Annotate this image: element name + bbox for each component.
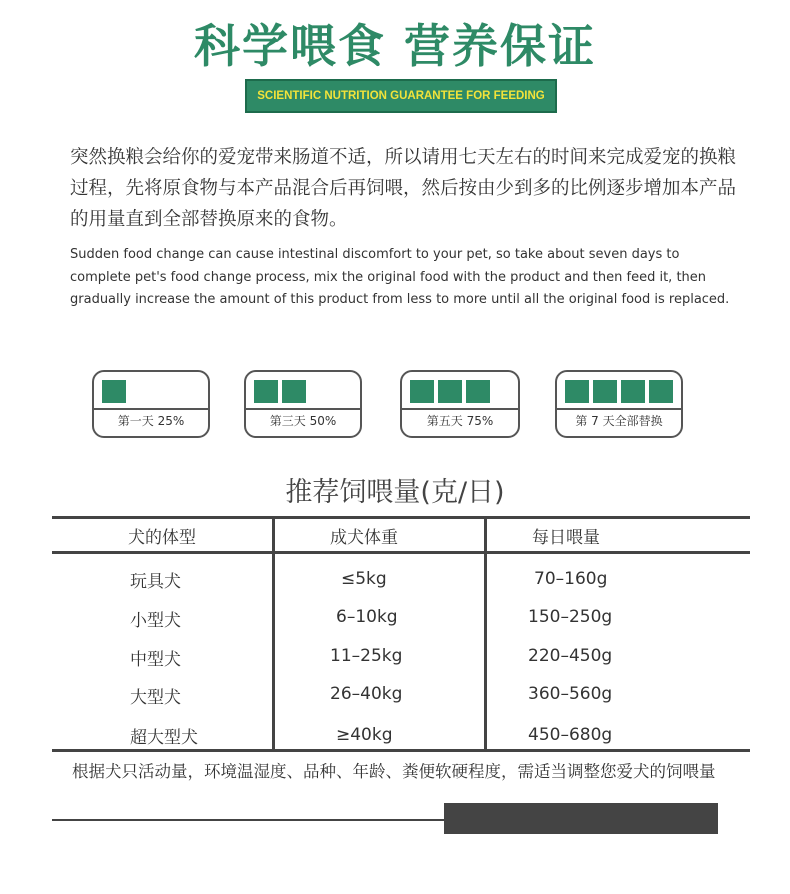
intro-english: Sudden food change can cause intestinal discomfort to your pet, so take about seven days to complete pet's food change process, mix the original food with the product and then feed it, then gradually increase the amount of this product from less to more until all the original food is replaced. — [70, 247, 730, 307]
header-size: 犬的体型 — [128, 528, 196, 548]
footer-bar — [444, 803, 718, 834]
size-cell: 小型犬 — [130, 611, 181, 631]
filled-square — [593, 380, 617, 403]
subtitle-banner: SCIENTIFIC NUTRITION GUARANTEE FOR FEEDING — [245, 79, 557, 113]
filled-square — [621, 380, 645, 403]
filled-square — [466, 380, 490, 403]
intro-chinese: 突然换粮会给你的爱宠带来肠道不适，所以请用七天左右的时间来完成爱宠的换粮过程，先将原食物与本产品混合后再饲喂，然后按由少到多的比例逐步增加本产品的用量直到全部替换原来的食物。 — [70, 147, 737, 230]
size-cell: 大型犬 — [130, 688, 181, 708]
table-column-divider — [484, 516, 487, 752]
table-column-divider — [272, 516, 275, 752]
step-divider — [402, 408, 518, 410]
filled-square — [565, 380, 589, 403]
step-label: 第五天 75% — [426, 414, 494, 428]
table-header-border — [52, 551, 750, 554]
filled-square — [410, 380, 434, 403]
amount-cell: 450–680g — [528, 725, 613, 745]
step-day-5 — [400, 370, 520, 438]
step-day-3 — [244, 370, 362, 438]
progress-squares — [254, 380, 306, 403]
step-divider — [246, 408, 360, 410]
footer-line — [52, 819, 444, 821]
size-cell: 玩具犬 — [130, 572, 181, 592]
weight-cell: 26–40kg — [330, 684, 403, 704]
table-bottom-border — [52, 749, 750, 752]
size-cell: 中型犬 — [130, 650, 181, 670]
filled-square — [649, 380, 673, 403]
table-top-border — [52, 516, 750, 519]
step-divider — [557, 408, 681, 410]
weight-cell: 6–10kg — [336, 607, 398, 627]
progress-squares — [410, 380, 490, 403]
step-day-1 — [92, 370, 210, 438]
headline-title: 科学喂食 营养保证 — [193, 19, 596, 73]
header-weight: 成犬体重 — [330, 528, 398, 548]
progress-squares — [565, 380, 673, 403]
step-divider — [94, 408, 208, 410]
step-label: 第一天 25% — [117, 414, 185, 428]
amount-cell: 70–160g — [534, 569, 608, 589]
weight-cell: ≥40kg — [336, 725, 393, 745]
filled-square — [438, 380, 462, 403]
filled-square — [102, 380, 126, 403]
amount-cell: 360–560g — [528, 684, 613, 704]
filled-square — [254, 380, 278, 403]
step-day-7 — [555, 370, 683, 438]
step-label: 第三天 50% — [269, 414, 337, 428]
feeding-note: 根据犬只活动量，环境温湿度、品种、年龄、粪便软硬程度，需适当调整您爱犬的饲喂量 — [72, 762, 716, 781]
weight-cell: ≤5kg — [341, 569, 387, 589]
table-title: 推荐饲喂量(克/日) — [285, 477, 505, 508]
amount-cell: 220–450g — [528, 646, 613, 666]
header-daily-amount: 每日喂量 — [532, 528, 600, 548]
progress-squares — [102, 380, 126, 403]
size-cell: 超大型犬 — [130, 728, 198, 748]
amount-cell: 150–250g — [528, 607, 613, 627]
step-label: 第 7 天全部替换 — [575, 414, 663, 428]
filled-square — [282, 380, 306, 403]
weight-cell: 11–25kg — [330, 646, 403, 666]
